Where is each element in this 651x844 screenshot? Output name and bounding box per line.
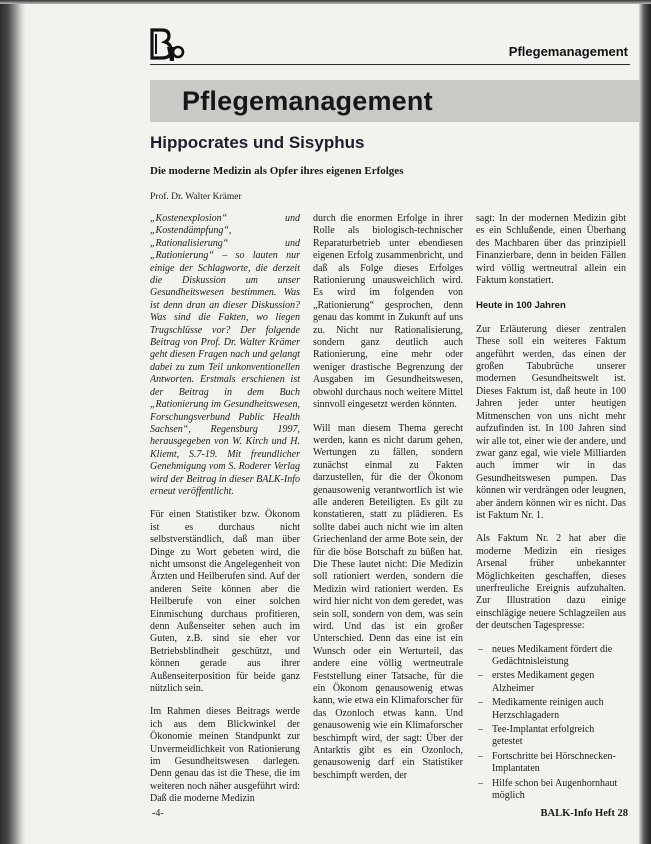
page-number: -4- — [152, 808, 164, 819]
scan-edge-left — [0, 0, 26, 844]
section-title: Pflegemanagement — [508, 44, 628, 59]
body-paragraph: Zur Erläuterung dieser zentralen These soll ein weiteres Faktum angeführt werden, das einen der großen Tabubrüche unserer modernen Gesundheitswelt ist. Dieses Faktum ist, daß heute in 100 Jahren jeder unter heutigen Mitmenschen von uns nicht mehr aufzufinden ist. In 100 Jahren sind wir alle tot, einer wie der andere, und zwar ganz egal, wie viele Milliarden auch immer wir in das Gesundheitswesen pumpen. Das können wir verdrängen oder leugnen, aber ändern können wir es nicht. Das ist Faktum Nr. 1. — [476, 323, 626, 521]
balk-logo-icon — [148, 27, 186, 65]
body-paragraph: Will man diesem Thema gerecht werden, kann es nicht darum gehen, Wertungen zu fällen, sondern zunächst einmal zu Fakten darzustellen, für die der Ökonom genausowenig verantwortlich ist wie alle anderen Beteiligten. Es gilt zu konstatieren, statt zu plädieren. Es sollte dabei auch nicht wie im alten Griechenland der arme Bote sein, der für die böse Botschaft zu büßen hat. Die These lautet nicht: Die Medizin soll rationiert werden, sondern die Medizin wird rationiert werden. Es wird hier nicht von dem geredet, was sein soll, sondern von dem, was sein wird. Und das ist ein großer Unterschied. Denn das eine ist ein Wunsch oder ein Werturteil, das andere eine völlig wertneutrale Feststellung einer Tatsache, für die ein Ökonom genausowenig etwas kann, wie etwa ein Klimaforscher für das Ozonloch etwas kann. Und genausowenig wie ein Klimaforscher beschimpft wird, der sagt: Über der Antarktis gibt es ein Ozonloch, genausowenig darf ein Statistiker beschimpft werden, der — [313, 422, 463, 781]
headline-list-item: – neues Medikament fördert die Gedächtnisleistung — [476, 644, 626, 669]
banner-title: Pflegemanagement — [182, 86, 433, 116]
section-banner — [150, 80, 640, 122]
body-paragraph: sagt: In der modernen Medizin gibt es ein Schlußende, einen Überhang des Machbaren über das prinzipiell Finanzierbare, denn in beiden Fällen wird völlig wertneutral allein ein Faktum konstatiert. — [476, 213, 626, 287]
text-column-3 — [476, 213, 626, 806]
headline-list-item: – Fortschritte bei Hörschnecken-Implantaten — [476, 751, 626, 776]
headline-list-item: – erstes Medikament gegen Alzheimer — [476, 670, 626, 695]
article-author: Prof. Dr. Walter Krämer — [150, 192, 242, 202]
text-column-2 — [313, 213, 463, 806]
article-title: Hippocrates und Sisyphus — [150, 133, 365, 152]
body-paragraph: Für einen Statistiker bzw. Ökonom ist es durchaus nicht selbstverständlich, daß man über Dinge zu Wort gebeten wird, die nicht umsonst die Angelegenheit von Ärzten und Heilberufen sind. Auf der anderen Seite können aber die Heilberufe von einer solchen Einmischung durchaus profitieren, denn Außenseiter sehen auch im Guten, z.B. sind sie eher vor Betriebsblindheit geschützt, und können gerade aus ihrer Außenseiterposition für beide ganz nützlich sein. — [150, 509, 300, 695]
headline-list — [476, 644, 626, 803]
intro-paragraph: „Kostenexplosion“ und „Kostendämpfung“, „Rationalisierung“ und „Rationierung“ – so lauten nur einige der Schlagworte, die derzeit die Diskussion um unser Gesundheitswesen bestimmen. Was ist denn dran an dieser Diskussion? Was sind die Fakten, wo liegen Trugschlüsse vor? Der folgende Beitrag von Prof. Dr. Walter Krämer geht diesen Fragen nach und gelangt dabei zu zum Teil unkonventionellen Antworten. Erstmals erschienen ist der Beitrag in dem Buch „Rationierung im Gesundheitswesen, Forschungsverbund Public Health Sachsen“, Regensburg 1997, herausgegeben von W. Kirch und H. Kliemt, S.7-19. Mit freundlicher Genehmigung vom S. Roderer Verlag wird der Beitrag in dieser BALK-Info erneut veröffentlicht. — [150, 213, 300, 497]
body-paragraph: Im Rahmen dieses Beitrags werde ich aus dem Blickwinkel der Ökonomie meinen Standpunkt zur Unvermeidlichkeit von Rationierung im Gesundheitswesen darlegen. Denn genau das ist die These, die im weiteren noch näher ausgeführt wird: Daß die moderne Medizin — [150, 706, 300, 805]
scan-edge-right — [639, 0, 651, 844]
article-subtitle: Die moderne Medizin als Opfer ihres eigenen Erfolges — [150, 165, 404, 177]
issue-label: BALK-Info Heft 28 — [540, 808, 628, 819]
headline-list-item: – Medikamente reinigen auch Herzschlagadern — [476, 697, 626, 722]
scan-edge-top — [0, 0, 651, 4]
text-column-1 — [150, 213, 300, 806]
section-subheading: Heute in 100 Jahren — [476, 300, 566, 312]
body-paragraph: Als Faktum Nr. 2 hat aber die moderne Medizin ein riesiges Arsenal früher unbekannter Möglichkeiten geschaffen, dieses unerfreuliche Ereignis aufzuhalten. Zur Illustration dazu einige einschlägige neuere Schlagzeilen aus der deutschen Tagespresse: — [476, 533, 626, 632]
body-paragraph: durch die enormen Erfolge in ihrer Rolle als biologisch-technischer Reparaturbetrieb unter ebendiesen eigenen Erfolg zusammenbricht, und daß als Folge dieses Erfolges Rationierung unausweichlich wird. Es wird im folgenden von „Rationierung“ gesprochen, denn genau das kommt in Zukunft auf uns zu. Nicht nur Rationalisierung, sondern ganz deutlich auch Rationierung, eine mehr oder weniger drastische Begrenzung der Ausgaben im Gesundheitswesen, obwohl durchaus noch weitere Mittel sinnvoll eingesetzt werden könnten. — [313, 213, 463, 411]
header-divider — [150, 64, 630, 65]
headline-list-item: – Hilfe schon bei Augenhornhaut möglich — [476, 778, 626, 803]
headline-list-item: – Tee-Implantat erfolgreich getestet — [476, 724, 626, 749]
